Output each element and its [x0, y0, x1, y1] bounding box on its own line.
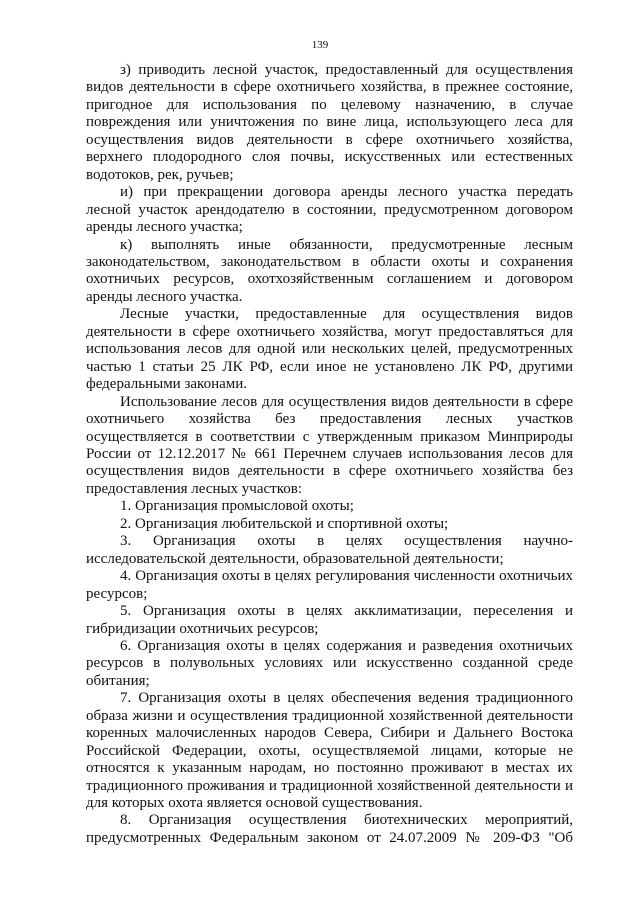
list-item-5: 5. Организация охоты в целях акклиматизации, переселения и гибридизации охотничьих ресурсов; — [86, 603, 573, 637]
list-item-2: 2. Организация любительской и спортивной охоты; — [120, 515, 449, 532]
list-item-1: 1. Организация промысловой охоты; — [120, 498, 354, 515]
paragraph-forest-plots: Лесные участки, предоставленные для осуществления видов деятельности в сфере охотничьего хозяйства, могут предоставляться для использования лесов для одной или нескольких целей, предусмотренных частью 1 статьи 25 ЛК РФ, если иное не установлено ЛК РФ, другими федеральными законами. — [86, 306, 573, 393]
list-item-7: 7. Организация охоты в целях обеспечения ведения традиционного образа жизни и осуществления традиционной хозяйственной деятельности коренных малочисленных народов Севера, Сибири и Дальнего Востока Российской Федерации, охоты, осуществляемой лицами, которые не относятся к указанным народам, но постоянно проживают в местах их традиционного проживания и традиционной хозяйственной деятельности и для которых охота является основой существования. — [86, 690, 573, 812]
page-number: 139 — [311, 39, 329, 51]
list-item-6: 6. Организация охоты в целях содержания и разведения охотничьих ресурсов в полувольных условиях или искусственно созданной среде обитания; — [86, 637, 573, 689]
paragraph-item-z: з) приводить лесной участок, предоставленный для осуществления видов деятельности в сфере охотничьего хозяйства, в прежнее состояние, пригодное для использования по целевому назначению, в случае повреждения или уничтожения по вине лица, использующего леса для осуществления видов деятельности в сфере охотничьего хозяйства, верхнего плодородного слоя почвы, искусственных или естественных водотоков, рек, ручьев; — [86, 62, 573, 183]
paragraph-item-k: к) выполнять иные обязанности, предусмотренные лесным законодательством, законодательством в области охоты и сохранения охотничьих ресурсов, охотхозяйственным соглашением и договором аренды лесного участка. — [86, 236, 573, 305]
list-item-8: 8. Организация осуществления биотехнических мероприятий, предусмотренных Федеральным законом от 24.07.2009 № 209-ФЗ "Об — [86, 812, 573, 846]
paragraph-forest-use-list-intro: Использование лесов для осуществления видов деятельности в сфере охотничьего хозяйства без предоставления лесных участков осуществляется в соответствии с утвержденным приказом Минприроды России от 12.12.2017 № 661 Перечнем случаев использования лесов для осуществления видов деятельности в сфере охотничьего хозяйства без предоставления лесных участков: — [86, 393, 573, 497]
list-item-4: 4. Организация охоты в целях регулирования численности охотничьих ресурсов; — [86, 568, 573, 602]
paragraph-item-i: и) при прекращении договора аренды лесного участка передать лесной участок арендодателю в состоянии, предусмотренном договором аренды лесного участка; — [86, 184, 573, 236]
list-item-3: 3. Организация охоты в целях осуществления научно-исследовательской деятельности, образовательной деятельности; — [86, 533, 573, 567]
document-body — [86, 62, 573, 847]
